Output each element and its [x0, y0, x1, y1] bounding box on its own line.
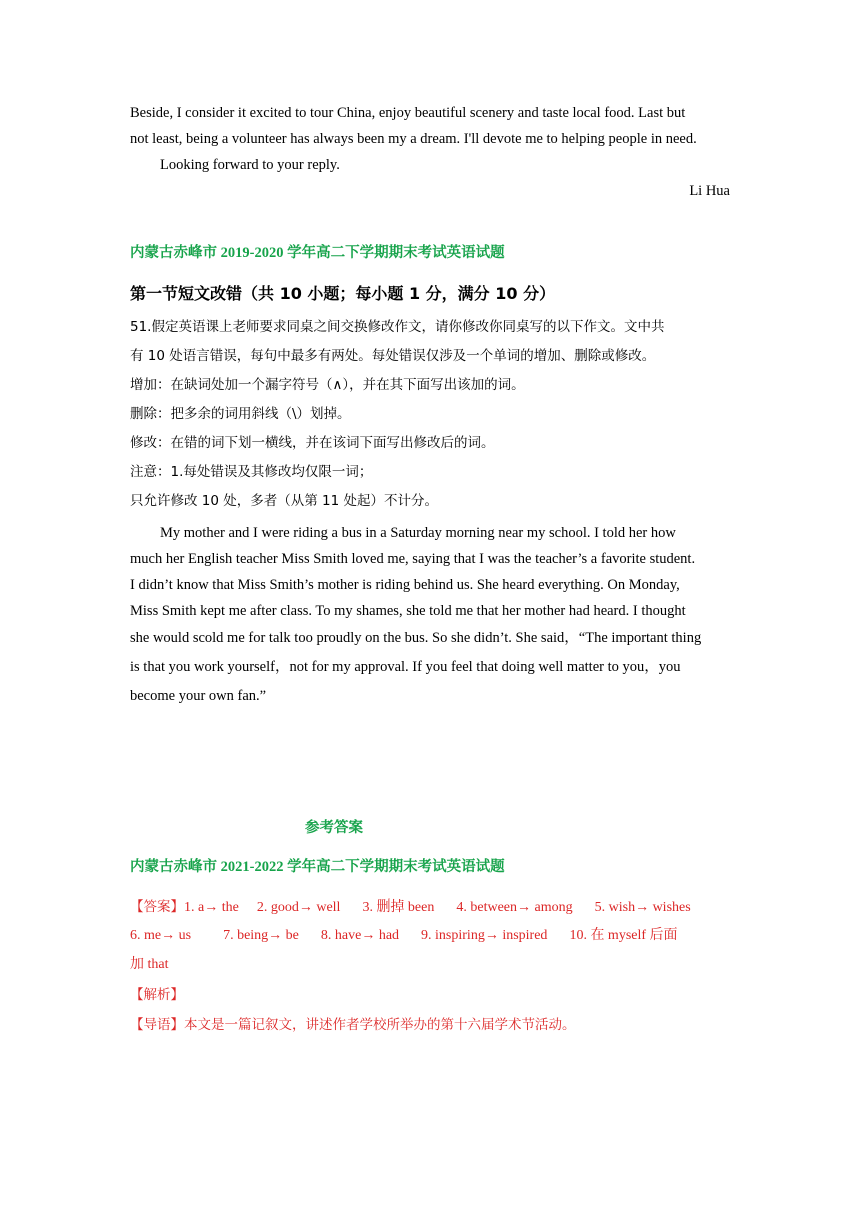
instruction-line-2: 有 10 处语言错误，每句中最多有两处。每处错误仅涉及一个单词的增加、删除或修改。: [130, 348, 656, 364]
answer-item: 3. 删掉 been: [362, 900, 435, 915]
answer-item: 7. being→ be: [223, 928, 299, 943]
section-source-title: 内蒙古赤峰市 2019-2020 学年高二下学期期末考试英语试题: [130, 245, 505, 261]
guide-text: 【导语】本文是一篇记叙文，讲述作者学校所举办的第十六届学术节活动。: [130, 1017, 576, 1033]
instruction-delete: 删除：把多余的词用斜线（\）划掉。: [130, 406, 351, 422]
passage-line: My mother and I were riding a bus in a Saturday morning near my school. I told her how: [160, 525, 676, 541]
analysis-label: 【解析】: [130, 987, 184, 1003]
answers-title: 参考答案: [305, 820, 363, 836]
instruction-add: 增加：在缺词处加一个漏字符号（∧），并在其下面写出该加的词。: [130, 377, 525, 393]
passage-line: she would scold me for talk too proudly on the bus. So she didn’t. She said，“The important thing: [130, 630, 702, 646]
answers-source-title: 内蒙古赤峰市 2021-2022 学年高二下学期期末考试英语试题: [130, 859, 505, 875]
answer-item: 2. good→ well: [256, 900, 341, 915]
answer-label: 【答案】: [130, 899, 184, 915]
answer-item: 4. between→ among: [456, 900, 573, 915]
answer-item: 5. wish→ wishes: [594, 900, 691, 915]
instruction-limit: 只允许修改 10 处，多者（从第 11 处起）不计分。: [130, 493, 439, 509]
letter-paragraph-line-1: Beside, I consider it excited to tour China, enjoy beautiful scenery and taste local food. Last but: [130, 105, 686, 121]
passage-line: much her English teacher Miss Smith loved me, saying that I was the teacher’s a favorite student.: [130, 551, 696, 567]
answer-line-3: 加 that: [130, 957, 169, 972]
answer-line-1: [130, 897, 730, 918]
section-heading: 第一节短文改错（共 10 小题；每小题 1 分，满分 10 分）: [130, 284, 556, 303]
answer-item: 9. inspiring→ inspired: [421, 928, 548, 943]
letter-paragraph-line-2: not least, being a volunteer has always been my a dream. I'll devote me to helping people in need.: [130, 131, 697, 147]
passage-line: I didn’t know that Miss Smith’s mother is riding behind us. She heard everything. On Monday,: [130, 577, 680, 593]
answer-item: 6. me→ us: [130, 928, 192, 943]
passage-line: is that you work yourself，not for my approval. If you feel that doing well matter to you，you: [130, 659, 681, 675]
passage-line: Miss Smith kept me after class. To my shames, she told me that her mother had heard. I thought: [130, 603, 686, 619]
answer-line-2: [130, 926, 730, 946]
answer-item: 10. 在 myself 后面: [569, 928, 678, 943]
letter-signature: Li Hua: [689, 183, 730, 199]
instruction-line-1: 51.假定英语课上老师要求同桌之间交换修改作文，请你修改你同桌写的以下作文。文中共: [130, 319, 665, 335]
letter-closing: Looking forward to your reply.: [160, 157, 340, 173]
instruction-note: 注意：1.每处错误及其修改均仅限一词；: [130, 464, 373, 480]
instruction-modify: 修改：在错的词下划一横线，并在该词下面写出修改后的词。: [130, 435, 495, 451]
answer-item: 1. a→ the: [184, 900, 239, 915]
passage-line: become your own fan.”: [130, 688, 267, 704]
answer-item: 8. have→ had: [320, 928, 400, 943]
